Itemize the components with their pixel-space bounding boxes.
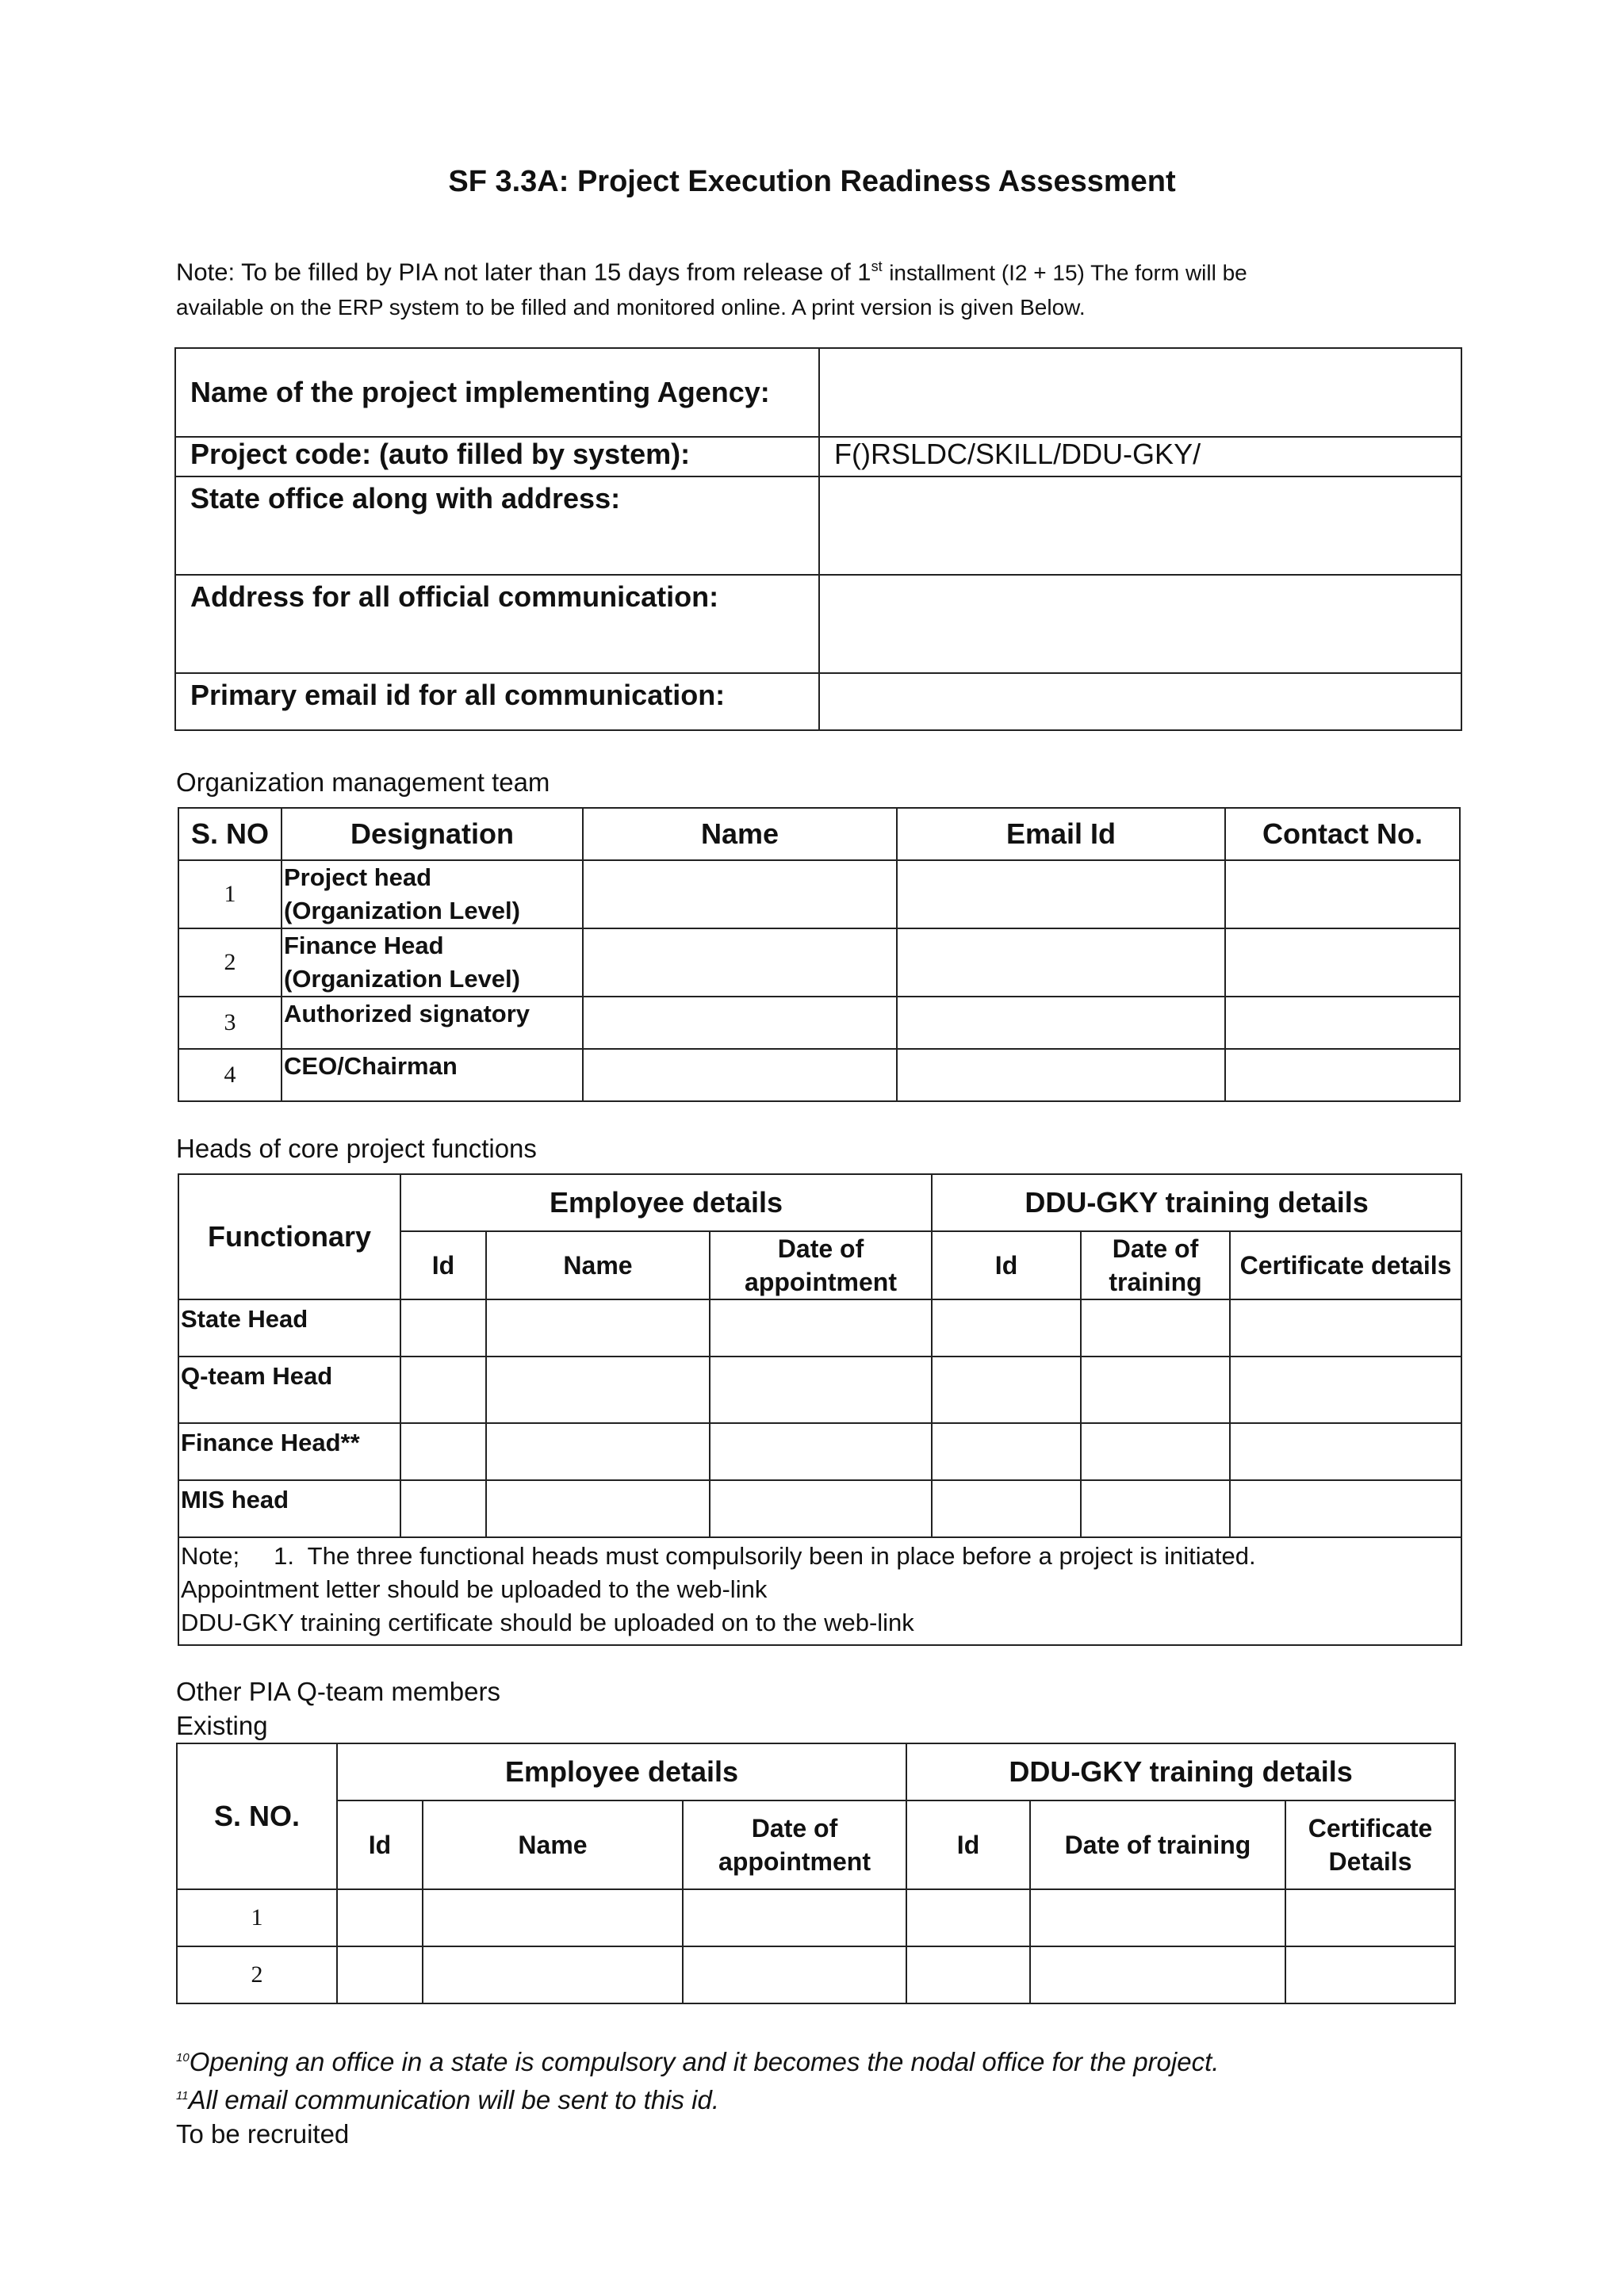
note-line1-a: Note: To be filled by PIA not later than 15 days from release of 1 bbox=[176, 258, 871, 286]
table-row bbox=[178, 860, 1460, 928]
agency-details-table bbox=[174, 347, 1462, 731]
cell[interactable] bbox=[906, 1946, 1030, 2003]
cell[interactable] bbox=[932, 1299, 1081, 1357]
cell[interactable] bbox=[932, 1423, 1081, 1480]
subheader-training-id: Id bbox=[906, 1800, 1030, 1889]
cell[interactable] bbox=[932, 1357, 1081, 1423]
table-row bbox=[177, 1946, 1455, 2003]
subheader-date-training: Date of training bbox=[1030, 1800, 1285, 1889]
cell[interactable] bbox=[337, 1946, 423, 2003]
row-sno: 1 bbox=[177, 1889, 337, 1946]
note-line: Note; 1. The three functional heads must compulsorily been in place before a project is initiated. bbox=[181, 1542, 1256, 1570]
row-sno: 2 bbox=[178, 928, 282, 997]
header-training-details: DDU-GKY training details bbox=[906, 1743, 1455, 1800]
cell[interactable] bbox=[932, 1480, 1081, 1537]
subheader-name: Name bbox=[423, 1800, 683, 1889]
other-team-table bbox=[176, 1743, 1456, 2004]
note-line1-sup: st bbox=[871, 258, 883, 274]
cell[interactable] bbox=[1230, 1299, 1461, 1357]
cell[interactable] bbox=[1081, 1480, 1230, 1537]
subheader-id: Id bbox=[400, 1231, 486, 1299]
email-cell[interactable] bbox=[897, 928, 1225, 997]
note-line: Appointment letter should be uploaded to the web-link bbox=[181, 1575, 768, 1603]
header-functionary: Functionary bbox=[178, 1174, 400, 1299]
cell[interactable] bbox=[1081, 1357, 1230, 1423]
page-title: SF 3.3A: Project Execution Readiness Assessment bbox=[448, 165, 1176, 198]
subheader-certificate: Certificate Details bbox=[1285, 1800, 1455, 1889]
header-name: Name bbox=[583, 808, 897, 860]
name-cell[interactable] bbox=[583, 928, 897, 997]
core-functions-note bbox=[178, 1537, 1461, 1645]
note-line1-b: installment (I2 + 15) The form will be bbox=[889, 260, 1247, 285]
cell[interactable] bbox=[1230, 1357, 1461, 1423]
table-row bbox=[177, 1889, 1455, 1946]
cell[interactable] bbox=[1230, 1423, 1461, 1480]
subheader-training-id: Id bbox=[932, 1231, 1081, 1299]
cell[interactable] bbox=[1285, 1889, 1455, 1946]
cell[interactable] bbox=[1081, 1299, 1230, 1357]
header-employee-details: Employee details bbox=[337, 1743, 906, 1800]
cell[interactable] bbox=[1030, 1889, 1285, 1946]
cell[interactable] bbox=[423, 1889, 683, 1946]
cell[interactable] bbox=[400, 1357, 486, 1423]
row-designation: Finance Head (Organization Level) bbox=[282, 928, 583, 997]
official-address-field[interactable] bbox=[819, 575, 1461, 673]
state-office-field[interactable] bbox=[819, 476, 1461, 575]
management-table bbox=[178, 807, 1461, 1102]
header-designation: Designation bbox=[282, 808, 583, 860]
cell[interactable] bbox=[1285, 1946, 1455, 2003]
core-functions-table bbox=[178, 1173, 1462, 1646]
row-designation: Project head (Organization Level) bbox=[282, 860, 583, 928]
cell[interactable] bbox=[710, 1480, 932, 1537]
name-cell[interactable] bbox=[583, 860, 897, 928]
management-caption: Organization management team bbox=[176, 767, 550, 797]
cell[interactable] bbox=[486, 1423, 710, 1480]
cell[interactable] bbox=[400, 1480, 486, 1537]
table-row bbox=[178, 997, 1460, 1049]
cell[interactable] bbox=[337, 1889, 423, 1946]
functionary-label: State Head bbox=[178, 1299, 400, 1357]
cell[interactable] bbox=[710, 1357, 932, 1423]
subheader-date-appointment: Date of appointment bbox=[683, 1800, 906, 1889]
cell[interactable] bbox=[423, 1946, 683, 2003]
name-cell[interactable] bbox=[583, 997, 897, 1049]
row-sno: 1 bbox=[178, 860, 282, 928]
subheader-id: Id bbox=[337, 1800, 423, 1889]
row-sno: 3 bbox=[178, 997, 282, 1049]
project-code-label: Project code: (auto filled by system): bbox=[175, 437, 819, 476]
subheader-date-appointment: Date of appointment bbox=[710, 1231, 932, 1299]
state-office-label: State office along with address: bbox=[175, 476, 819, 575]
table-row bbox=[178, 1423, 1461, 1480]
header-sno: S. NO bbox=[178, 808, 282, 860]
other-team-title: Other PIA Q-team members bbox=[176, 1677, 500, 1706]
other-team-subtitle: Existing bbox=[176, 1711, 268, 1740]
footnotes bbox=[176, 2041, 1219, 2151]
cell[interactable] bbox=[683, 1946, 906, 2003]
core-functions-caption: Heads of core project functions bbox=[176, 1134, 537, 1163]
table-row bbox=[178, 1480, 1461, 1537]
cell[interactable] bbox=[710, 1299, 932, 1357]
cell[interactable] bbox=[710, 1423, 932, 1480]
functionary-label: Finance Head** bbox=[178, 1423, 400, 1480]
cell[interactable] bbox=[1230, 1480, 1461, 1537]
header-training-details: DDU-GKY training details bbox=[932, 1174, 1461, 1231]
cell[interactable] bbox=[1081, 1423, 1230, 1480]
contact-cell[interactable] bbox=[1225, 997, 1460, 1049]
note-line2: available on the ERP system to be filled and monitored online. A print version is given Below. bbox=[176, 295, 1086, 320]
primary-email-field[interactable] bbox=[819, 673, 1461, 730]
primary-email-label: Primary email id for all communication: bbox=[175, 673, 819, 730]
table-row bbox=[178, 1357, 1461, 1423]
subheader-date-training: Date of training bbox=[1081, 1231, 1230, 1299]
email-cell[interactable] bbox=[897, 997, 1225, 1049]
cell[interactable] bbox=[1030, 1946, 1285, 2003]
functionary-label: Q-team Head bbox=[178, 1357, 400, 1423]
name-cell[interactable] bbox=[583, 1049, 897, 1101]
cell[interactable] bbox=[400, 1299, 486, 1357]
contact-cell[interactable] bbox=[1225, 928, 1460, 997]
note-line: DDU-GKY training certificate should be uploaded on to the web-link bbox=[181, 1609, 914, 1636]
table-row bbox=[178, 1299, 1461, 1357]
row-sno: 4 bbox=[178, 1049, 282, 1101]
header-email: Email Id bbox=[897, 808, 1225, 860]
cell[interactable] bbox=[486, 1299, 710, 1357]
cell[interactable] bbox=[683, 1889, 906, 1946]
contact-cell[interactable] bbox=[1225, 1049, 1460, 1101]
row-designation: CEO/Chairman bbox=[282, 1049, 583, 1101]
header-sno: S. NO. bbox=[177, 1743, 337, 1889]
agency-name-label: Name of the project implementing Agency: bbox=[175, 348, 819, 437]
subheader-name: Name bbox=[486, 1231, 710, 1299]
table-row bbox=[178, 1049, 1460, 1101]
header-employee-details: Employee details bbox=[400, 1174, 932, 1231]
functionary-label: MIS head bbox=[178, 1480, 400, 1537]
row-sno: 2 bbox=[177, 1946, 337, 2003]
table-row bbox=[178, 928, 1460, 997]
cell[interactable] bbox=[486, 1480, 710, 1537]
contact-cell[interactable] bbox=[1225, 860, 1460, 928]
footnote-11: $^{11}$All email communication will be sent to this id. bbox=[176, 2085, 720, 2114]
project-code-field: F()RSLDC/SKILL/DDU-GKY/ bbox=[819, 437, 1461, 476]
agency-name-field[interactable] bbox=[819, 348, 1461, 437]
email-cell[interactable] bbox=[897, 1049, 1225, 1101]
subheader-certificate: Certificate details bbox=[1230, 1231, 1461, 1299]
to-be-recruited-label: To be recruited bbox=[176, 2119, 350, 2149]
cell[interactable] bbox=[486, 1357, 710, 1423]
cell[interactable] bbox=[400, 1423, 486, 1480]
row-designation: Authorized signatory bbox=[282, 997, 583, 1049]
header-contact: Contact No. bbox=[1225, 808, 1460, 860]
official-address-label: Address for all official communication: bbox=[175, 575, 819, 673]
instruction-note bbox=[176, 249, 1508, 325]
other-team-caption bbox=[176, 1674, 500, 1743]
email-cell[interactable] bbox=[897, 860, 1225, 928]
footnote-10: $^{10}$Opening an office in a state is compulsory and it becomes the nodal office for the project. bbox=[176, 2047, 1220, 2076]
cell[interactable] bbox=[906, 1889, 1030, 1946]
